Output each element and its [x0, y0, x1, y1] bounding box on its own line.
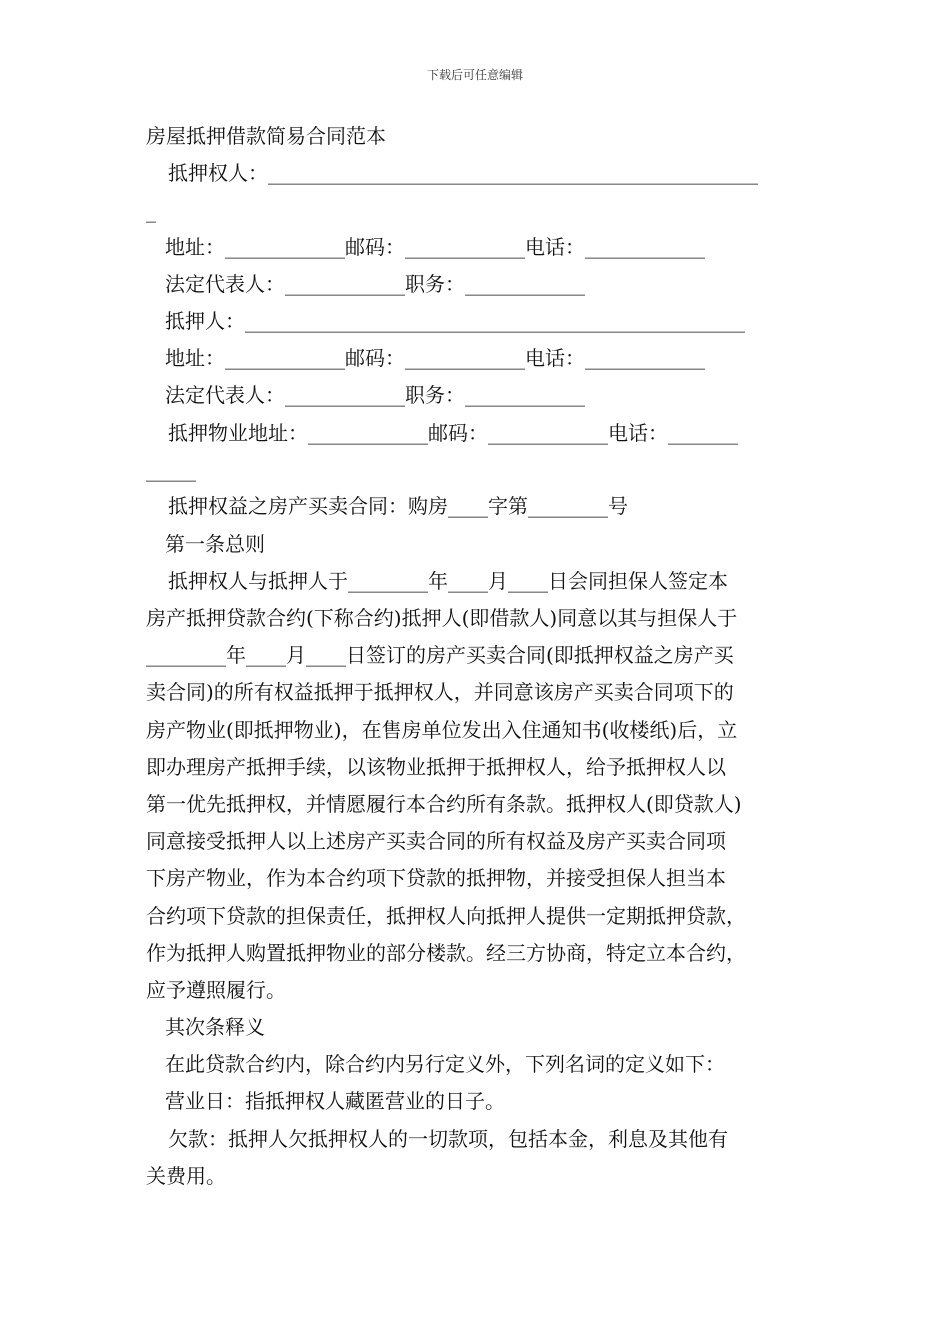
article-1-text-line: 第一优先抵押权，并情愿履行本合约所有条款。抵押权人(即贷款人): [146, 792, 742, 816]
purchase-contract-line: 抵押权益之房产买卖合同：购房____字第________号: [168, 494, 628, 518]
article-1-text-line: 作为抵押人购置抵押物业的部分楼款。经三方协商，特定立本合约，: [146, 941, 746, 965]
article-2-text-line: 在此贷款合约内，除合约内另行定义外，下列名词的定义如下：: [165, 1052, 725, 1076]
property-address-line: 抵押物业地址：____________邮码：____________电话：_______: [168, 421, 738, 445]
article-1-heading: 第一条总则: [165, 532, 265, 556]
article-1-text-line: ________年____月____日签订的房产买卖合同(即抵押权益之房产买: [146, 643, 734, 667]
definition-debt-cont: 关费用。: [146, 1164, 226, 1188]
article-1-text-line: 同意接受抵押人以上述房产买卖合同的所有权益及房产买卖合同项: [146, 829, 726, 853]
mortgagor-line: 抵押人：__________________________________________________: [165, 309, 745, 333]
page-header: 下载后可任意编辑: [426, 68, 523, 82]
definition-debt: 欠款：抵押人欠抵押权人的一切款项，包括本金，利息及其他有: [168, 1127, 728, 1151]
article-1-text-line: 合约项下贷款的担保责任，抵押权人向抵押人提供一定期抵押贷款，: [146, 904, 746, 928]
article-1-text-line: 即办理房产抵押手续，以该物业抵押于抵押权人，给予抵押权人以: [146, 755, 726, 779]
definition-business-day: 营业日：指抵押权人藏匿营业的日子。: [165, 1089, 505, 1113]
article-1-text-line: 房产物业(即抵押物业)，在售房单位发出入住通知书(收楼纸)后，立: [146, 718, 738, 742]
article-1-text-line: 房产抵押贷款合约(下称合约)抵押人(即借款人)同意以其与担保人于: [146, 606, 738, 630]
document-title: 房屋抵押借款简易合同范本: [146, 124, 386, 148]
article-1-text-line: 抵押权人与抵押人于________年____月____日会同担保人签定本: [168, 569, 728, 593]
article-1-text-line: 应予遵照履行。: [146, 978, 286, 1002]
mortgagee-legal-rep-line: 法定代表人：____________职务：____________: [165, 272, 585, 296]
property-address-line-cont: _____: [146, 458, 196, 482]
article-1-text-line: 卖合同)的所有权益抵押于抵押权人，并同意该房产买卖合同项下的: [146, 680, 734, 704]
mortgagee-line: 抵押权人：_________________________________________________: [168, 161, 758, 185]
mortgagor-legal-rep-line: 法定代表人：____________职务：____________: [165, 383, 585, 407]
mortgagee-line-cont: _: [146, 199, 156, 223]
mortgagor-address-line: 地址：____________邮码：____________电话：____________: [165, 346, 705, 370]
article-2-heading: 其次条释义: [165, 1015, 265, 1039]
article-1-text-line: 下房产物业，作为本合约项下贷款的抵押物，并接受担保人担当本: [146, 866, 726, 890]
mortgagee-address-line: 地址：____________邮码：____________电话：____________: [165, 235, 705, 259]
